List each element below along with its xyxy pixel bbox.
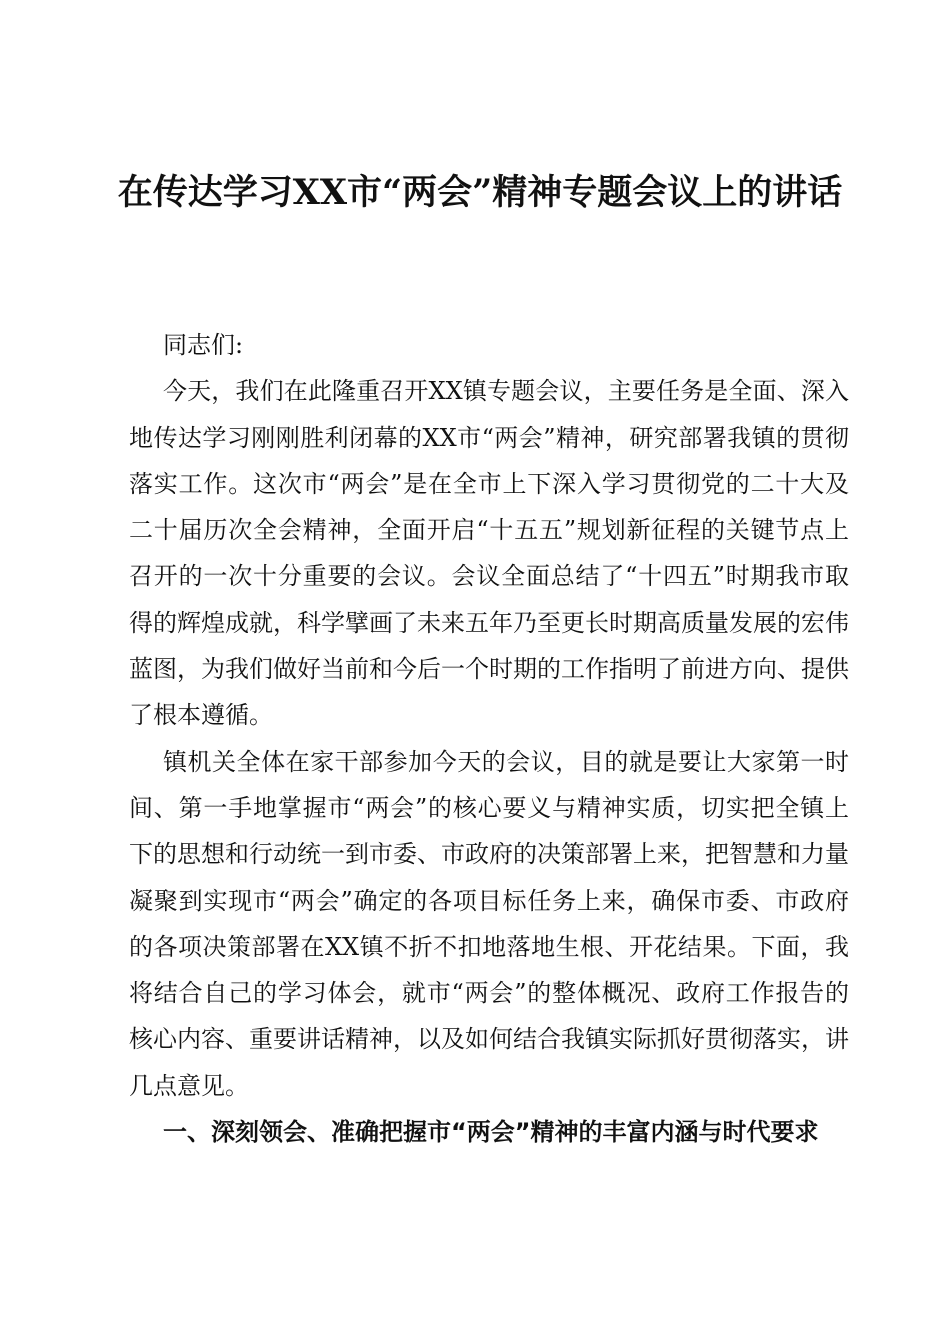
document-body: [129, 322, 849, 1155]
paragraph-2: 镇机关全体在家干部参加今天的会议，目的就是要让大家第一时间、第一手地掌握市“两会”的核心要义与精神实质，切实把全镇上下的思想和行动统一到市委、市政府的决策部署上来，把智慧和力量凝聚到实现市“两会”确定的各项目标任务上来，确保市委、市政府的各项决策部署在XX镇不折不扣地落地生根、开花结果。下面，我将结合自己的学习体会，就市“两会”的整体概况、政府工作报告的核心内容、重要讲话精神，以及如何结合我镇实际抓好贯彻落实，讲几点意见。: [129, 747, 849, 1100]
salutation: 同志们:: [163, 331, 244, 359]
section-heading: 一、深刻领会、准确把握市“两会”精神的丰富内涵与时代要求: [163, 1118, 819, 1147]
document-title: 在传达学习XX市“两会”精神专题会议上的讲话: [117, 172, 843, 213]
paragraph-1: 今天，我们在此隆重召开XX镇专题会议，主要任务是全面、深入地传达学习刚刚胜利闭幕的XX市“两会”精神，研究部署我镇的贯彻落实工作。这次市“两会”是在全市上下深入学习贯彻党的二十大及二十届历次全会精神，全面开启“十五五”规划新征程的关键节点上召开的一次十分重要的会议。会议全面总结了“十四五”时期我市取得的辉煌成就，科学擘画了未来五年乃至更长时期高质量发展的宏伟蓝图，为我们做好当前和今后一个时期的工作指明了前进方向、提供了根本遵循。: [129, 377, 849, 730]
